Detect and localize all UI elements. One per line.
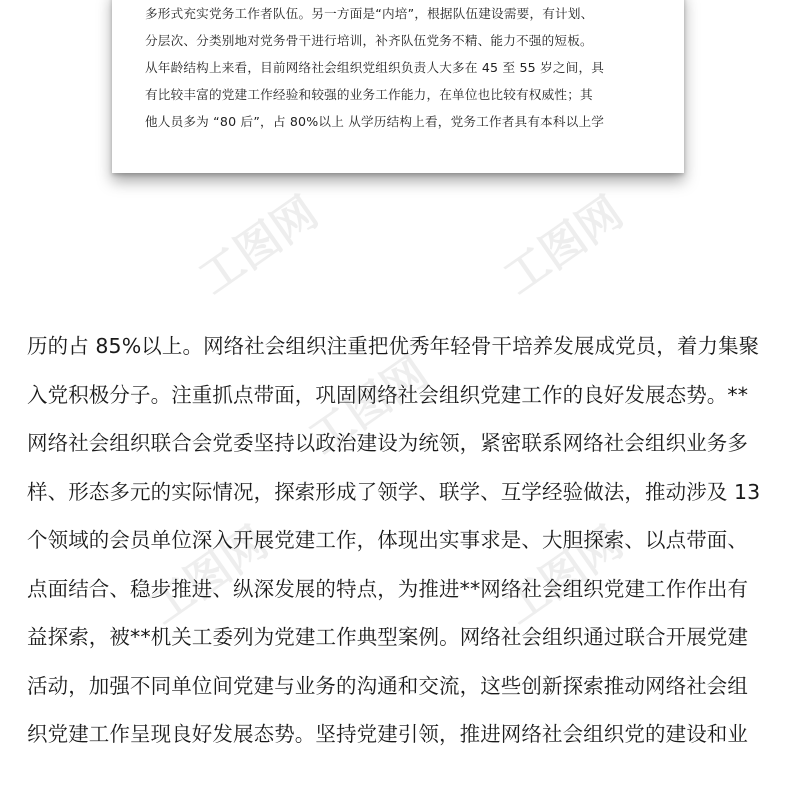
- body-line: 益探索，被**机关工委列为党建工作典型案例。网络社会组织通过联合开展党建: [27, 625, 749, 649]
- body-line: 个领域的会员单位深入开展党建工作，体现出实事求是、大胆探索、以点带面、: [27, 528, 748, 552]
- document-preview-card: [112, 0, 684, 173]
- card-line: 多形式充实党务工作者队伍。另一方面是“内培”，根据队伍建设需要，有计划、: [145, 6, 594, 21]
- body-line: 点面结合、稳步推进、纵深发展的特点，为推进**网络社会组织党建工作作出有: [27, 576, 749, 601]
- body-line: 网络社会组织联合会党委坚持以政治建设为统领，紧密联系网络社会组织业务多: [27, 431, 748, 455]
- card-line: 他人员多为 “80 后”，占 80%以上 从学历结构上看，党务工作者具有本科以上学: [145, 114, 605, 129]
- card-line: 从年龄结构上来看，目前网络社会组织党组织负责人大多在 45 至 55 岁之间，具: [145, 60, 605, 75]
- body-line: 样、形态多元的实际情况，探索形成了领学、联学、互学经验做法，推动涉及 13: [27, 479, 761, 504]
- main-paragraph: [27, 322, 777, 759]
- watermark: 工图网: [494, 186, 633, 305]
- body-line: 活动，加强不同单位间党建与业务的沟通和交流，这些创新探索推动网络社会组: [27, 673, 748, 698]
- watermark: 工图网: [494, 516, 633, 635]
- watermark: 工图网: [189, 186, 328, 305]
- watermark: 工图网: [139, 516, 278, 635]
- body-line: 入党积极分子。注重抓点带面，巩固网络社会组织党建工作的良好发展态势。**: [27, 382, 749, 407]
- card-paragraph: [145, 0, 655, 135]
- watermark: 工图网: [299, 346, 438, 465]
- card-line: 有比较丰富的党建工作经验和较强的业务工作能力，在单位也比较有权威性；其: [145, 87, 593, 102]
- body-line: 历的占 85%以上。网络社会组织注重把优秀年轻骨干培养发展成党员，着力集聚: [27, 334, 760, 358]
- body-line: 织党建工作呈现良好发展态势。坚持党建引领，推进网络社会组织党的建设和业: [27, 722, 748, 746]
- card-line: 分层次、分类别地对党务骨干进行培训，补齐队伍党务不精、能力不强的短板。: [145, 33, 593, 48]
